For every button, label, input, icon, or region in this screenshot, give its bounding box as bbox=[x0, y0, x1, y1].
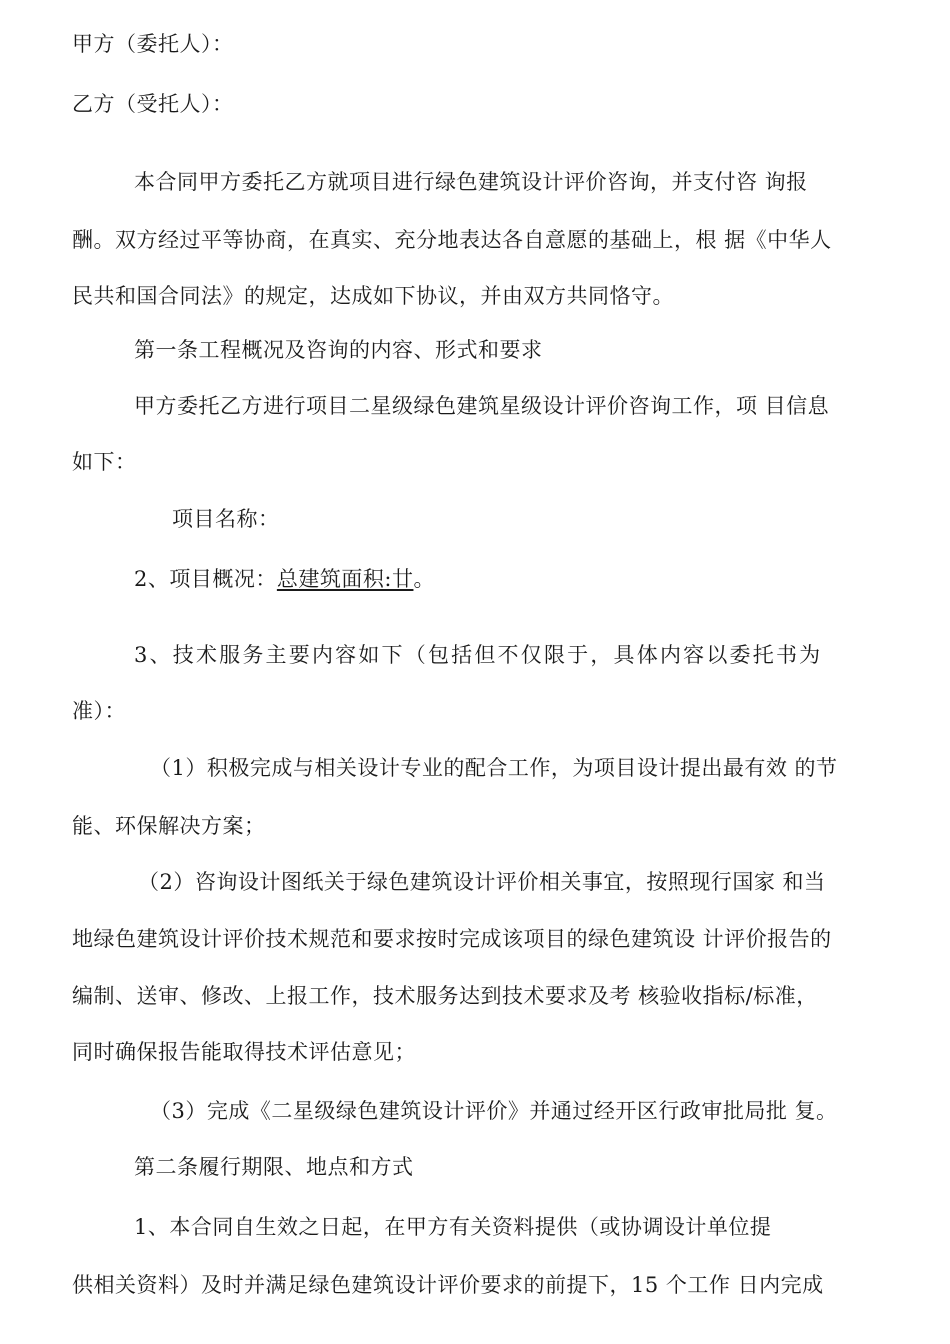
article2-heading: 第二条履行期限、地点和方式 bbox=[134, 1155, 414, 1179]
sub-item-3: （3）完成《二星级绿色建筑设计评价》并通过经开区行政审批局批 复。 bbox=[150, 1099, 838, 1123]
project-name-label: 项目名称： bbox=[172, 507, 280, 531]
party-b-label: 乙方（受托人）： bbox=[72, 92, 234, 116]
service-content-line-2: 准）： bbox=[72, 699, 126, 723]
party-a-label: 甲方（委托人）： bbox=[72, 32, 234, 56]
preamble-line-3: 民共和国合同法》的规定，达成如下协议，并由双方共同恪守。 bbox=[72, 284, 674, 308]
preamble-line-1: 本合同甲方委托乙方就项目进行绿色建筑设计评价咨询，并支付咨 询报 bbox=[134, 170, 808, 194]
total-floor-area-field: 总建筑面积:廿 bbox=[276, 567, 414, 591]
sub-item-1-line-2: 能、环保解决方案； bbox=[72, 814, 266, 838]
preamble-line-2: 酬。双方经过平等协商，在真实、充分地表达各自意愿的基础上，根 据《中华人 bbox=[72, 228, 832, 252]
article2-item1-line-2: 供相关资料）及时并满足绿色建筑设计评价要求的前提下，15 个工作 日内完成 bbox=[72, 1273, 824, 1297]
article1-intro-line-2: 如下： bbox=[72, 450, 137, 474]
project-overview-prefix: 2、项目概况： bbox=[134, 567, 277, 591]
sub-item-2-line-3: 编制、送审、修改、上报工作，技术服务达到技术要求及考 核验收指标/标准， bbox=[72, 984, 818, 1008]
project-overview-item bbox=[134, 565, 435, 593]
article2-item1-line-1: 1、本合同自生效之日起，在甲方有关资料提供（或协调设计单位提 bbox=[134, 1215, 772, 1239]
sub-item-2-line-2: 地绿色建筑设计评价技术规范和要求按时完成该项目的绿色建筑设 计评价报告的 bbox=[72, 927, 832, 951]
article1-intro-line-1: 甲方委托乙方进行项目二星级绿色建筑星级设计评价咨询工作，项 目信息 bbox=[134, 394, 830, 418]
sub-item-2-line-4: 同时确保报告能取得技术评估意见； bbox=[72, 1040, 416, 1064]
project-overview-suffix: 。 bbox=[413, 567, 435, 591]
sub-item-2-line-1: （2）咨询设计图纸关于绿色建筑设计评价相关事宜，按照现行国家 和当 bbox=[138, 870, 826, 894]
sub-item-1-line-1: （1）积极完成与相关设计专业的配合工作，为项目设计提出最有效 的节 bbox=[150, 756, 838, 780]
article1-heading: 第一条工程概况及咨询的内容、形式和要求 bbox=[134, 338, 543, 362]
service-content-line-1: 3、技术服务主要内容如下（包括但不仅限于，具体内容以委托书为 bbox=[134, 643, 823, 667]
